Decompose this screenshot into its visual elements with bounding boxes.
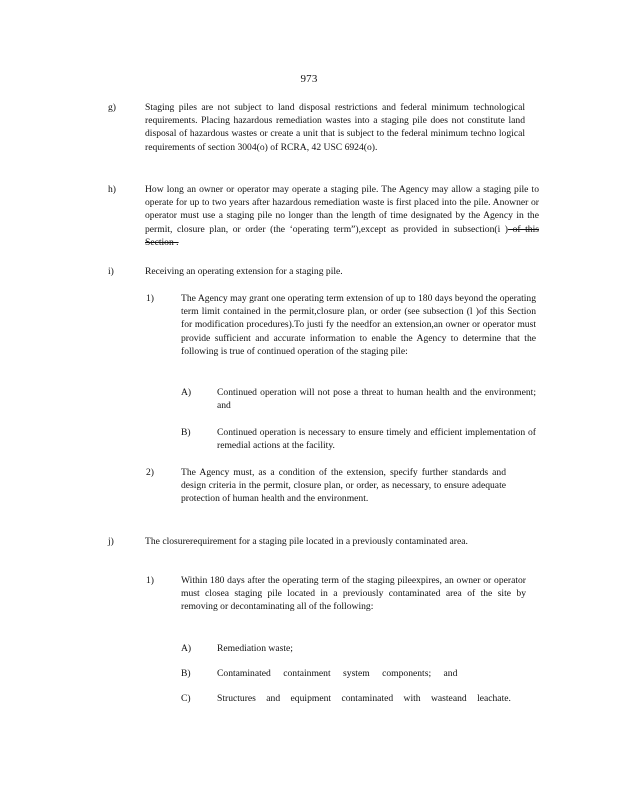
section-h-label: h) xyxy=(108,184,116,195)
section-i-1-B-text: Continued operation is necessary to ensure timely and efficient implementation of remedial actions at the facility. xyxy=(217,427,536,452)
section-j-1-label: 1) xyxy=(146,575,154,586)
section-j-1-B-text: Contaminated containment system components; and xyxy=(217,668,458,679)
section-j-1-text: Within 180 days after the operating term of the staging pileexpires, an owner or operator must closea staging pile located in a previously contaminated area of the site by removing or decontaminating all of the following: xyxy=(181,575,526,613)
section-g-text: Staging piles are not subject to land disposal restrictions and federal minimum technological requirements. Placing hazardous remediation wastes into a staging pile does not constitute land disposal of hazardous wastes or create a unit that is subject to the federal minimum techno logical requirements of section 3004(o) of RCRA, 42 USC 6924(o). xyxy=(145,102,525,153)
section-i-1-label: 1) xyxy=(146,293,154,304)
section-i-1-B-label: B) xyxy=(181,427,191,438)
section-i-1-text: The Agency may grant one operating term extension of up to 180 days beyond the operating term limit contained in the permit,closure plan, or order (see subsection (l )of this Section for modification procedures).To justi fy the needfor an extension,an owner or operator must provide sufficient and accurate information to enable the Agency to determine that the following is true of continued operation of the staging pile: xyxy=(181,293,536,357)
section-i-label: i) xyxy=(108,266,114,277)
section-i-2-text: The Agency must, as a condition of the extension, specify further standards and design criteria in the permit, closure plan, or order, as necessary, to ensure adequate protection of human health and the environment. xyxy=(181,467,506,505)
section-j-1-B-label: B) xyxy=(181,668,191,679)
section-i-1-A-label: A) xyxy=(181,387,192,398)
section-i-2-label: 2) xyxy=(146,467,154,478)
section-j-1-C-text: Structures and equipment contaminated with wasteand leachate. xyxy=(217,693,511,704)
section-h-text: How long an owner or operator may operate a staging pile. The Agency may allow a staging pile to operate for up to two years after hazardous remediation waste is first placed into the pile. Anowner or operator must use a staging pile no longer than the length of time designated by the Agency in the permit, closure plan, or order (the ‘operating term”),except as provided in subsection(i ) xyxy=(145,184,539,235)
section-h-text-wrap xyxy=(145,183,539,249)
section-h-struck-text: of this Section . xyxy=(145,223,540,248)
section-g-label: g) xyxy=(108,102,116,113)
page-number: 973 xyxy=(300,73,318,85)
section-j-label: j) xyxy=(108,536,114,547)
section-j-1-A-label: A) xyxy=(181,643,192,654)
section-i-1-A-text: Continued operation will not pose a threat to human health and the environment; and xyxy=(217,387,536,412)
section-j-1-C-label: C) xyxy=(181,693,191,704)
section-j-text: The closurerequirement for a staging pile located in a previously contaminated area. xyxy=(145,536,468,547)
section-j-1-A-text: Remediation waste; xyxy=(217,643,293,654)
section-i-text: Receiving an operating extension for a staging pile. xyxy=(145,266,343,277)
